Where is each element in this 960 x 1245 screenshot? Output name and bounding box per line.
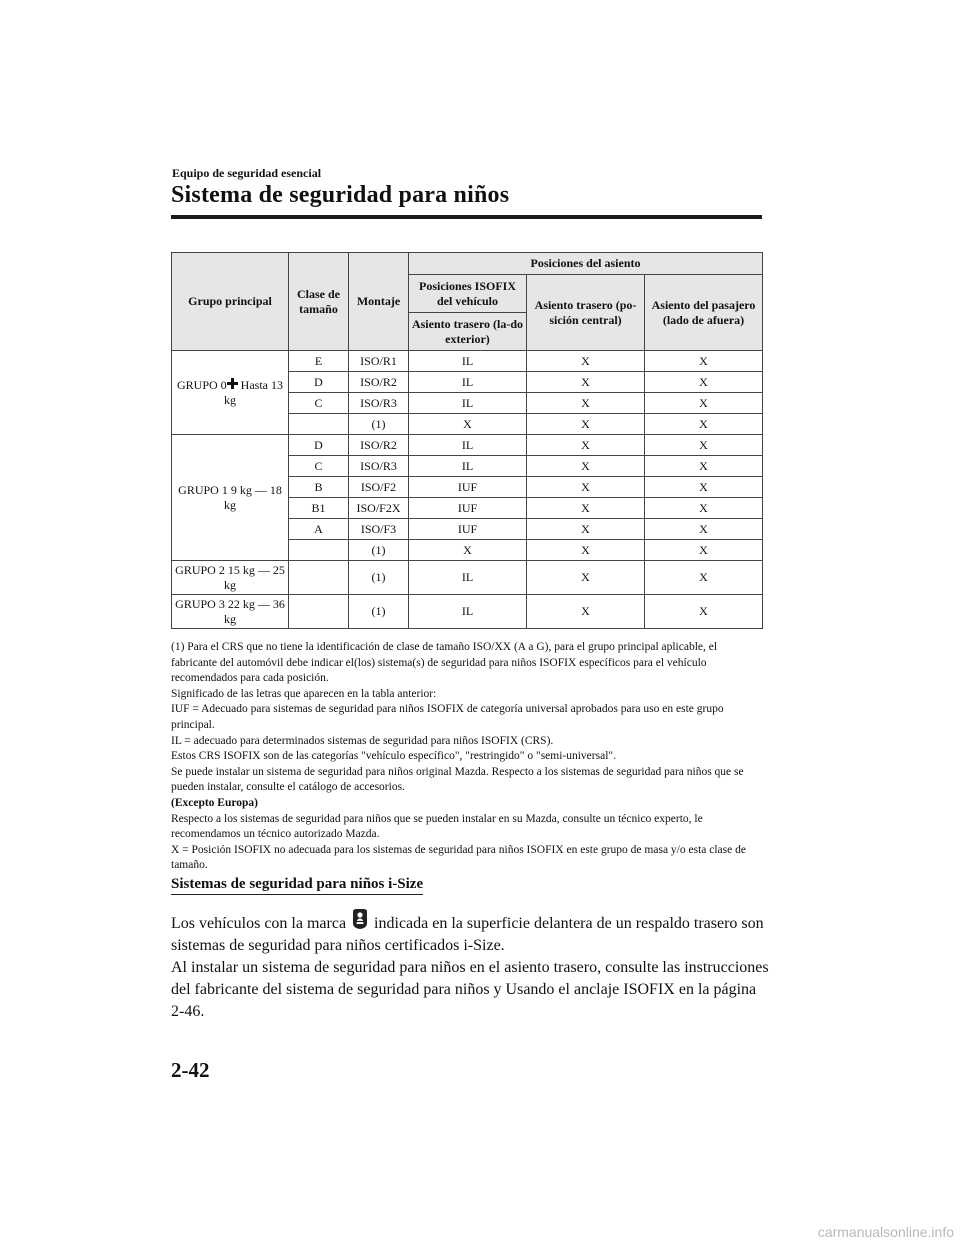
- cell-fixture: (1): [349, 414, 409, 435]
- watermark: carmanualsonline.info: [817, 1224, 954, 1240]
- cell-rear-center: X: [527, 595, 645, 629]
- cell-passenger: X: [645, 393, 763, 414]
- cell-size-class: D: [289, 372, 349, 393]
- cell-rear-outer: IL: [409, 595, 527, 629]
- header-fixture: Montaje: [349, 253, 409, 351]
- cell-rear-center: X: [527, 351, 645, 372]
- cell-rear-outer: IUF: [409, 477, 527, 498]
- header-passenger-outer: Asiento del pasajero (lado de afuera): [645, 275, 763, 351]
- group-cell: [172, 561, 289, 595]
- group-label-suffix: Hasta 13 kg: [224, 378, 283, 407]
- plus-icon: [227, 378, 238, 392]
- cell-passenger: X: [645, 540, 763, 561]
- cell-fixture: ISO/F2X: [349, 498, 409, 519]
- cell-fixture: ISO/F2: [349, 477, 409, 498]
- cell-passenger: X: [645, 414, 763, 435]
- note-paragraph: IL = adecuado para determinados sistemas de seguridad para niños ISOFIX (CRS).: [171, 734, 554, 747]
- cell-rear-outer: IL: [409, 393, 527, 414]
- header-size-class: Clase de tamaño: [289, 253, 349, 351]
- i-size-paragraph: [171, 908, 771, 957]
- table-notes: [171, 640, 763, 874]
- i-size-mark-icon: [350, 908, 370, 930]
- note-paragraph: Estos CRS ISOFIX son de las categorías "vehículo específico", "restringido" o "semi-universal".: [171, 750, 616, 763]
- cell-rear-center: X: [527, 477, 645, 498]
- cell-rear-outer: IUF: [409, 519, 527, 540]
- cell-rear-outer: IL: [409, 372, 527, 393]
- table-row: [172, 435, 763, 456]
- cell-passenger: X: [645, 595, 763, 629]
- header-isofix-positions: Posiciones ISOFIX del vehículo: [409, 275, 527, 313]
- title-divider: [171, 215, 762, 219]
- cell-passenger: X: [645, 519, 763, 540]
- cell-rear-outer: X: [409, 414, 527, 435]
- cell-fixture: ISO/R3: [349, 456, 409, 477]
- cell-fixture: (1): [349, 595, 409, 629]
- cell-passenger: X: [645, 498, 763, 519]
- note-paragraph: IUF = Adecuado para sistemas de seguridad para niños ISOFIX de categoría universal aprobados para uso en este grupo principal.: [171, 703, 724, 731]
- note-heading: (Excepto Europa): [171, 796, 258, 809]
- cell-size-class: [289, 595, 349, 629]
- cell-passenger: X: [645, 435, 763, 456]
- cell-rear-center: X: [527, 435, 645, 456]
- note-paragraph: Significado de las letras que aparecen en la tabla anterior:: [171, 687, 437, 700]
- cell-passenger: X: [645, 456, 763, 477]
- cell-size-class: A: [289, 519, 349, 540]
- cell-fixture: ISO/R1: [349, 351, 409, 372]
- group-cell: [172, 435, 289, 561]
- page-title: Sistema de seguridad para niños: [171, 182, 510, 208]
- cell-rear-outer: IL: [409, 351, 527, 372]
- cell-rear-center: X: [527, 372, 645, 393]
- cell-rear-center: X: [527, 414, 645, 435]
- cell-passenger: X: [645, 561, 763, 595]
- table-row: [172, 595, 763, 629]
- group-label: GRUPO 2 15 kg ― 25 kg: [175, 563, 285, 592]
- header-rear-center: Asiento trasero (po-sición central): [527, 275, 645, 351]
- table-row: [172, 351, 763, 372]
- cell-fixture: (1): [349, 561, 409, 595]
- cell-rear-center: X: [527, 393, 645, 414]
- cell-size-class: [289, 561, 349, 595]
- section-label: Equipo de seguridad esencial: [172, 166, 322, 180]
- header-group: Grupo principal: [172, 253, 289, 351]
- i-size-text-before: Los vehículos con la marca: [171, 915, 351, 932]
- i-size-text-after: indicada en la superficie delantera de un respaldo trasero son sistemas de seguridad para niños certificados i-Size.: [171, 915, 764, 954]
- cell-fixture: ISO/R3: [349, 393, 409, 414]
- cell-rear-center: X: [527, 519, 645, 540]
- cell-size-class: [289, 540, 349, 561]
- cell-rear-outer: IL: [409, 561, 527, 595]
- cell-rear-center: X: [527, 540, 645, 561]
- cell-rear-center: X: [527, 498, 645, 519]
- header-seat-positions: Posiciones del asiento: [409, 253, 763, 275]
- cell-rear-center: X: [527, 561, 645, 595]
- cell-size-class: C: [289, 393, 349, 414]
- cell-fixture: ISO/R2: [349, 435, 409, 456]
- cell-rear-outer: X: [409, 540, 527, 561]
- note-paragraph: (1) Para el CRS que no tiene la identificación de clase de tamaño ISO/XX (A a G), para el grupo principal aplicable, el fabricante del automóvil debe indicar el(los) sistema(s) de seguridad para niños ISOFIX específicos para el vehículo recomendados para cada posición.: [171, 641, 718, 685]
- note-paragraph: Respecto a los sistemas de seguridad para niños que se pueden instalar en su Mazda, consulte un técnico experto, le recomendamos un técnico autorizado Mazda.: [171, 812, 703, 841]
- cell-size-class: E: [289, 351, 349, 372]
- cell-rear-outer: IUF: [409, 498, 527, 519]
- group-label: GRUPO 1 9 kg ― 18 kg: [178, 483, 282, 512]
- cell-size-class: B1: [289, 498, 349, 519]
- group-label: GRUPO 3 22 kg ― 36 kg: [175, 597, 285, 626]
- cell-size-class: D: [289, 435, 349, 456]
- note-paragraph: Se puede instalar un sistema de seguridad para niños original Mazda. Respecto a los sistemas de seguridad para niños que se pueden instalar, consulte el catálogo de accesorios.: [171, 765, 744, 794]
- cell-size-class: B: [289, 477, 349, 498]
- note-paragraph: X = Posición ISOFIX no adecuada para los sistemas de seguridad para niños ISOFIX en este grupo de masa y/o esta clase de tamaño.: [171, 843, 746, 872]
- cell-fixture: (1): [349, 540, 409, 561]
- cell-passenger: X: [645, 372, 763, 393]
- group-cell: [172, 351, 289, 435]
- cell-rear-outer: IL: [409, 456, 527, 477]
- i-size-body: [171, 908, 771, 1023]
- cell-size-class: C: [289, 456, 349, 477]
- cell-fixture: ISO/R2: [349, 372, 409, 393]
- cell-passenger: X: [645, 477, 763, 498]
- i-size-heading: Sistemas de seguridad para niños i-Size: [171, 876, 423, 895]
- group-label: GRUPO 0: [176, 378, 227, 393]
- cell-fixture: ISO/F3: [349, 519, 409, 540]
- page-number: 2-42: [171, 1058, 210, 1082]
- cell-size-class: [289, 414, 349, 435]
- cell-passenger: X: [645, 351, 763, 372]
- i-size-paragraph: Al instalar un sistema de seguridad para niños en el asiento trasero, consulte las instrucciones del fabricante del sistema de seguridad para niños y Usando el anclaje ISOFIX en la página 2-46.: [171, 959, 769, 1020]
- table-row: [172, 561, 763, 595]
- cell-rear-center: X: [527, 456, 645, 477]
- isofix-compatibility-table: [171, 252, 763, 629]
- group-cell: [172, 595, 289, 629]
- cell-rear-outer: IL: [409, 435, 527, 456]
- header-rear-outer: Asiento trasero (la-do exterior): [409, 313, 527, 351]
